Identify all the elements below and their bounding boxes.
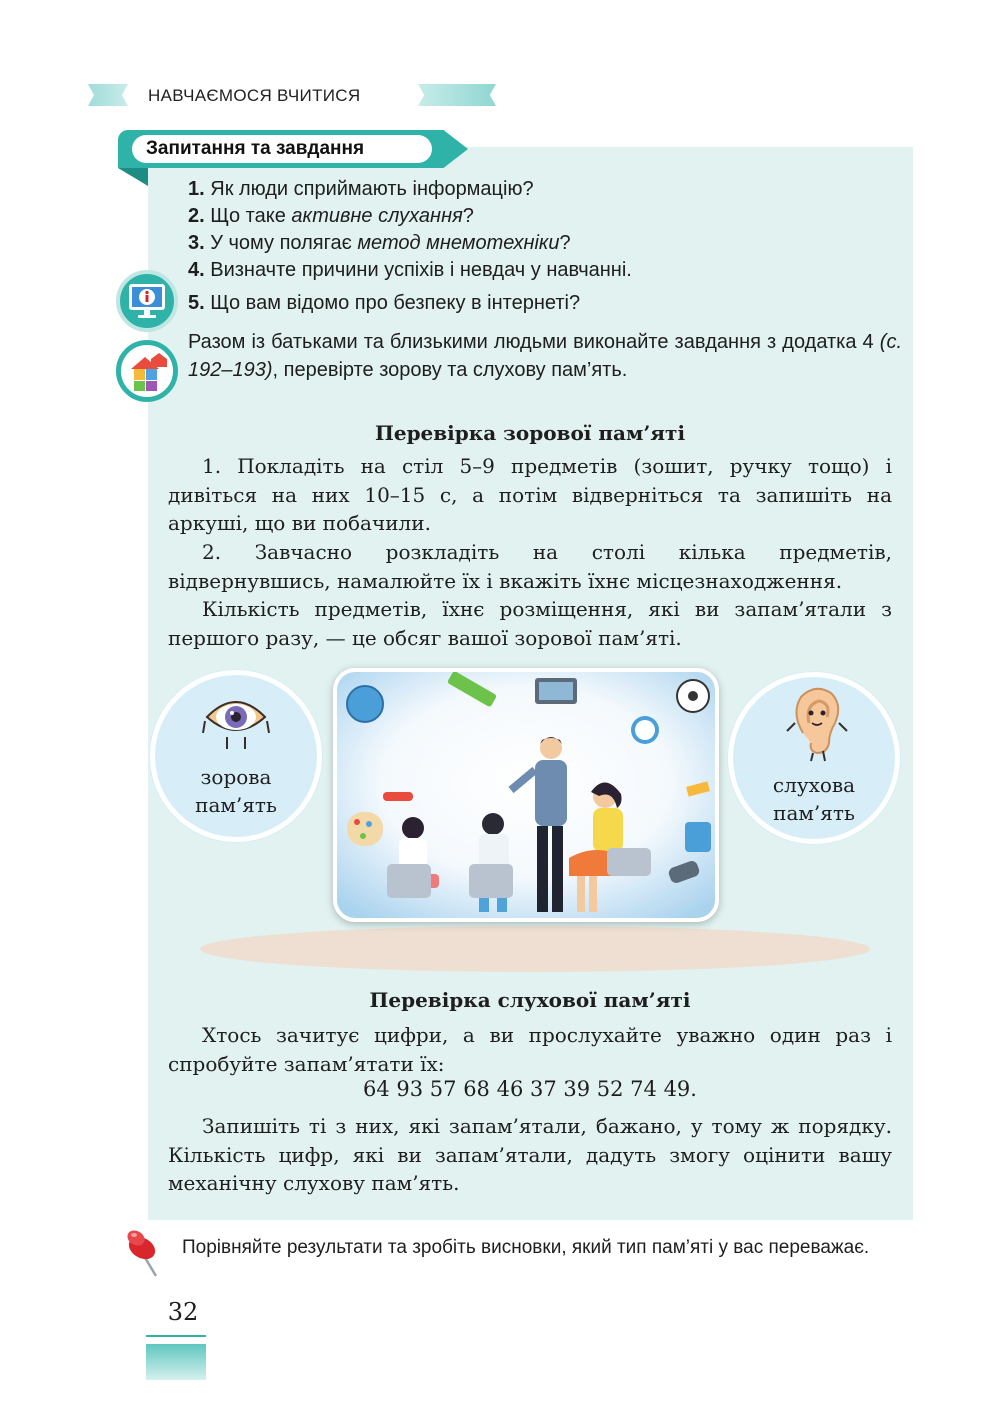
auditory-memory-conclusion: Запишіть ті з них, які запам’ятали, бажано, у тому ж порядку. Кількість цифр, які ви запам’ятали, дадуть змогу оцінити вашу механічну слухову пам’ять. [168,1114,892,1195]
visual-memory-step-1: 1. Покладіть на стіл 5–9 предметів (зошит, ручку тощо) і дивіться на них 10–15 с, а потім відверніться та запишіть на аркуші, що ви побачили. [168,454,892,535]
question-4: 4. Визначте причини успіхів і невдач у навчанні. [188,259,632,281]
classroom-illustration [333,668,719,922]
auditory-memory-circle [728,672,900,844]
auditory-memory-heading: Перевірка слухової пам’яті [369,988,691,1012]
header-ribbon-left [88,84,128,106]
questions-tab-label: Запитання та завдання [146,138,365,159]
eye-icon [201,685,271,755]
question-2: 2. Що таке активне слухання? [188,205,474,227]
visual-memory-conclusion: Кількість предметів, їхнє розміщення, які ви запам’ятали з першого разу, — це обсяг вашої зорової пам’яті. [168,597,892,650]
numbers-to-memorize: 64 93 57 68 46 37 39 52 74 49. [363,1077,697,1101]
visual-memory-circle [150,670,322,842]
question-1: 1. Як люди сприймають інформацію? [188,178,534,200]
compare-results-note: Порівняйте результати та зробіть висновки, який тип пам’яті у вас переважає. [182,1237,870,1258]
pushpin-icon [122,1226,172,1282]
ear-icon [783,683,853,763]
visual-memory-label-1: зорова [200,765,272,789]
running-header [88,80,508,110]
auditory-memory-instructions: Хтось зачитує цифри, а ви прослухайте уважно один раз і спробуйте запам’ятати їх: [168,1023,892,1076]
question-5: 5. Що вам відомо про безпеку в інтернеті? [188,292,581,314]
illustration-floor [200,926,870,972]
auditory-memory-label-1: слухова [772,773,856,797]
visual-memory-heading: Перевірка зорової пам’яті [374,421,686,445]
page-number: 32 [167,1298,199,1326]
info-monitor-icon [116,270,178,332]
auditory-memory-label-2: пам’ять [773,801,855,825]
page-number-rule [146,1335,206,1337]
family-puzzle-icon [116,340,178,402]
question-3: 3. У чому полягає метод мнемотехніки? [188,232,571,254]
visual-memory-label-2: пам’ять [195,793,277,817]
header-title: НАВЧАЄМОСЯ ВЧИТИСЯ [148,86,361,105]
page-corner-block [146,1344,206,1380]
visual-memory-step-2: 2. Завчасно розкладіть на столі кілька предметів, відвернувшись, намалюйте їх і вкажіть їхнє місцезнаходження. [168,540,892,593]
family-task-text: Разом із батьками та близькими людьми виконайте завдання з додатка 4 (с. 192–193), перевірте зорову та слухову пам’ять. [188,331,902,381]
header-ribbon-right [418,84,496,106]
